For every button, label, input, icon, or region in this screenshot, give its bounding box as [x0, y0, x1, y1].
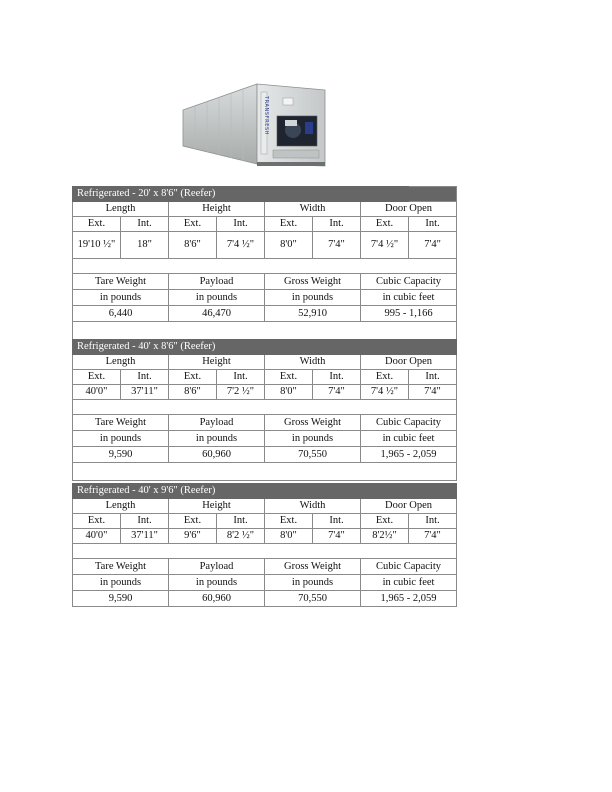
- sub-header: Ext.: [265, 217, 313, 232]
- cap-header-cubic: Cubic Capacity: [361, 559, 457, 575]
- dim-value: 7'4 ½": [361, 232, 409, 259]
- cap-header-cubic: Cubic Capacity: [361, 274, 457, 290]
- cap-unit: in pounds: [73, 431, 169, 447]
- dim-value: 7'4 ½": [217, 232, 265, 259]
- dim-length-header: Length: [73, 355, 169, 370]
- cap-value: 1,965 - 2,059: [361, 447, 457, 463]
- cap-header-tare: Tare Weight: [73, 274, 169, 290]
- dim-width-header: Width: [265, 355, 361, 370]
- spacer-row: [73, 322, 457, 340]
- dim-value: 8'2½": [361, 529, 409, 544]
- sub-header: Int.: [409, 514, 457, 529]
- sub-header: Ext.: [265, 514, 313, 529]
- dim-value: 8'6": [169, 385, 217, 400]
- cap-unit: in pounds: [265, 431, 361, 447]
- cap-value: 52,910: [265, 306, 361, 322]
- spacer-row: [73, 259, 457, 274]
- table-title: Refrigerated - 20' x 8'6" (Reefer): [73, 187, 409, 202]
- dim-door-open-header: Door Open: [361, 355, 457, 370]
- sub-header: Ext.: [361, 370, 409, 385]
- container-brand-label: TRANSFRESH: [263, 96, 269, 136]
- cap-unit: in cubic feet: [361, 290, 457, 306]
- cap-unit: in pounds: [73, 575, 169, 591]
- dim-length-header: Length: [73, 202, 169, 217]
- sub-header: Ext.: [169, 370, 217, 385]
- cap-header-tare: Tare Weight: [73, 559, 169, 575]
- cap-header-payload: Payload: [169, 559, 265, 575]
- dim-value: 9'6": [169, 529, 217, 544]
- dim-height-header: Height: [169, 499, 265, 514]
- dim-value: 7'4": [313, 232, 361, 259]
- dim-door-open-header: Door Open: [361, 202, 457, 217]
- dim-value: 8'0": [265, 385, 313, 400]
- dim-value: 37'11": [121, 529, 169, 544]
- spacer-row: [73, 400, 457, 415]
- title-edge-cell: [409, 187, 457, 202]
- sub-header: Int.: [313, 217, 361, 232]
- cap-header-gross: Gross Weight: [265, 415, 361, 431]
- dim-value: 19'10 ½": [73, 232, 121, 259]
- sub-header: Int.: [121, 514, 169, 529]
- sub-header: Int.: [121, 370, 169, 385]
- dim-value: 7'4": [409, 232, 457, 259]
- dim-value: 8'0": [265, 529, 313, 544]
- table-title: Refrigerated - 40' x 9'6" (Reefer): [73, 484, 457, 499]
- sub-header: Int.: [409, 217, 457, 232]
- dim-height-header: Height: [169, 355, 265, 370]
- sub-header: Ext.: [73, 370, 121, 385]
- cap-value: 70,550: [265, 591, 361, 607]
- cap-header-gross: Gross Weight: [265, 274, 361, 290]
- dim-value: 37'11": [121, 385, 169, 400]
- dim-value: 8'6": [169, 232, 217, 259]
- sub-header: Int.: [217, 514, 265, 529]
- cap-value: 60,960: [169, 447, 265, 463]
- cap-unit: in pounds: [265, 575, 361, 591]
- cap-value: 995 - 1,166: [361, 306, 457, 322]
- cap-value: 70,550: [265, 447, 361, 463]
- dim-value: 7'4": [313, 529, 361, 544]
- dim-value: 7'2 ½": [217, 385, 265, 400]
- dim-width-header: Width: [265, 202, 361, 217]
- cap-header-gross: Gross Weight: [265, 559, 361, 575]
- cap-unit: in pounds: [169, 290, 265, 306]
- sub-header: Ext.: [73, 514, 121, 529]
- dim-value: 18": [121, 232, 169, 259]
- dim-door-open-header: Door Open: [361, 499, 457, 514]
- cap-value: 46,470: [169, 306, 265, 322]
- dim-width-header: Width: [265, 499, 361, 514]
- cap-header-cubic: Cubic Capacity: [361, 415, 457, 431]
- table-title: Refrigerated - 40' x 8'6" (Reefer): [73, 340, 457, 355]
- sub-header: Ext.: [169, 514, 217, 529]
- dim-length-header: Length: [73, 499, 169, 514]
- cap-value: 6,440: [73, 306, 169, 322]
- cap-unit: in pounds: [169, 575, 265, 591]
- sub-header: Int.: [409, 370, 457, 385]
- cap-header-payload: Payload: [169, 274, 265, 290]
- sub-header: Int.: [121, 217, 169, 232]
- cap-unit: in pounds: [73, 290, 169, 306]
- dim-value: 40'0": [73, 529, 121, 544]
- spacer-row: [73, 463, 457, 481]
- sub-header: Ext.: [361, 514, 409, 529]
- dim-value: 8'2 ½": [217, 529, 265, 544]
- sub-header: Ext.: [169, 217, 217, 232]
- dim-value: 40'0": [73, 385, 121, 400]
- cap-unit: in pounds: [265, 290, 361, 306]
- dim-value: 7'4": [409, 529, 457, 544]
- reefer-container-photo: [181, 80, 329, 168]
- dim-value: 7'4": [313, 385, 361, 400]
- spec-table-20ft-86: [72, 186, 457, 340]
- cap-unit: in cubic feet: [361, 431, 457, 447]
- spec-table-40ft-96: [72, 483, 457, 607]
- sub-header: Ext.: [361, 217, 409, 232]
- sub-header: Ext.: [265, 370, 313, 385]
- dim-value: 7'4 ½": [361, 385, 409, 400]
- spacer-row: [73, 544, 457, 559]
- dim-height-header: Height: [169, 202, 265, 217]
- sub-header: Ext.: [73, 217, 121, 232]
- cap-value: 9,590: [73, 447, 169, 463]
- cap-value: 60,960: [169, 591, 265, 607]
- spec-table-40ft-86: [72, 339, 457, 481]
- sub-header: Int.: [313, 514, 361, 529]
- cap-unit: in cubic feet: [361, 575, 457, 591]
- cap-header-tare: Tare Weight: [73, 415, 169, 431]
- cap-header-payload: Payload: [169, 415, 265, 431]
- dim-value: 7'4": [409, 385, 457, 400]
- sub-header: Int.: [313, 370, 361, 385]
- dim-value: 8'0": [265, 232, 313, 259]
- sub-header: Int.: [217, 370, 265, 385]
- cap-unit: in pounds: [169, 431, 265, 447]
- sub-header: Int.: [217, 217, 265, 232]
- cap-value: 9,590: [73, 591, 169, 607]
- cap-value: 1,965 - 2,059: [361, 591, 457, 607]
